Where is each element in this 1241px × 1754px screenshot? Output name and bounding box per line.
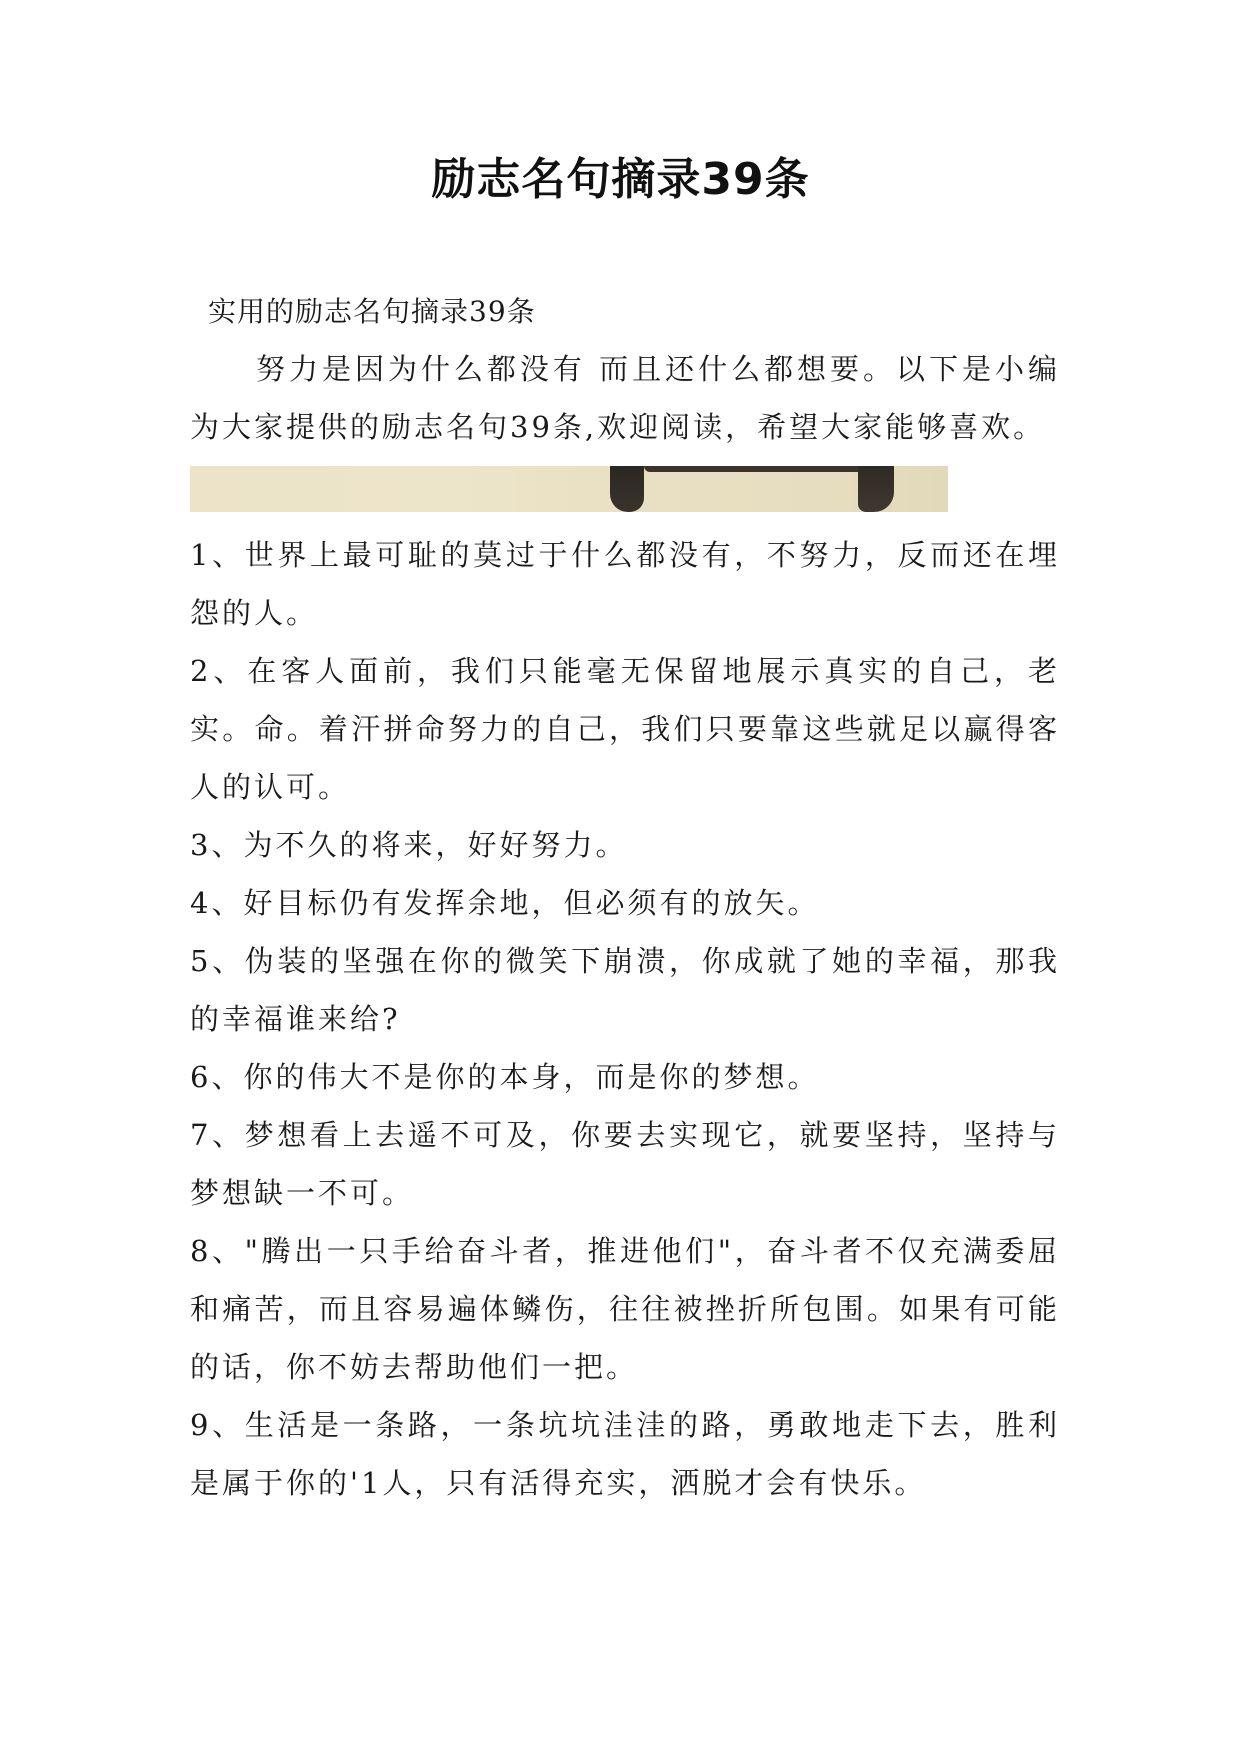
cropped-photo: [190, 466, 948, 512]
photo-dark-shape: [858, 466, 894, 512]
quote-list: [190, 526, 1060, 1512]
quote-item: 1、世界上最可耻的莫过于什么都没有，不努力，反而还在埋怨的人。: [190, 538, 1060, 630]
intro-paragraph: 努力是因为什么都没有 而且还什么都想要。以下是小编为大家提供的励志名句39条,欢迎阅读，希望大家能够喜欢。: [190, 352, 1060, 444]
quote-item: 3、为不久的将来，好好努力。: [190, 828, 628, 862]
photo-dark-band: [644, 466, 874, 472]
quote-item: 2、在客人面前，我们只能毫无保留地展示真实的自己，老实。命。着汗拼命努力的自己，我们只要靠这些就足以赢得客人的认可。: [190, 654, 1060, 804]
quote-item: 9、生活是一条路，一条坑坑洼洼的路，勇敢地走下去，胜利是属于你的'1人，只有活得充实，洒脱才会有快乐。: [190, 1408, 1060, 1500]
quote-item: 4、好目标仍有发挥余地，但必须有的放矢。: [190, 886, 820, 920]
document-body: [190, 290, 1060, 1512]
photo-dark-shape: [610, 466, 644, 512]
quote-item: 6、你的伟大不是你的本身，而是你的梦想。: [190, 1060, 820, 1094]
quote-item: 5、伪装的坚强在你的微笑下崩溃，你成就了她的幸福，那我的幸福谁来给?: [190, 944, 1060, 1036]
quote-item: 7、梦想看上去遥不可及，你要去实现它，就要坚持，坚持与梦想缺一不可。: [190, 1118, 1060, 1210]
document-subtitle: 实用的励志名句摘录39条: [208, 295, 536, 328]
quote-item: 8、"腾出一只手给奋斗者，推进他们"，奋斗者不仅充满委屈和痛苦，而且容易遍体鳞伤，往往被挫折所包围。如果有可能的话，你不妨去帮助他们一把。: [190, 1234, 1060, 1384]
document-title: 励志名句摘录39条: [431, 154, 810, 205]
